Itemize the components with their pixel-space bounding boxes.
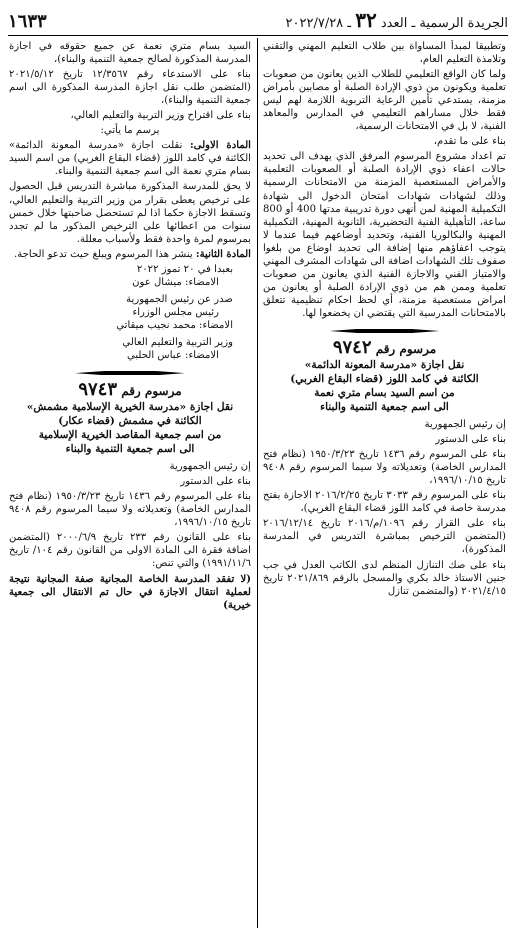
article-paragraph: لا يحق للمدرسة المذكورة مباشرة التدريس قبل الحصول على ترخيص يعطى بقرار من وزير التربية والتعليم العالي، وتسقط الاجازة حكما اذا لم تستحصل صاحبتها خلال خمس سنوات من اعطائها على الترخيص المذكور ما لم تجدد بمرسوم لمرة واحدة فقط ولأسباب معللة. xyxy=(9,181,251,245)
decree-title-line: الكائنة في كامد اللوز (قضاء البقاع الغربي) xyxy=(290,373,479,386)
decree-title xyxy=(263,358,506,414)
decree-title-line: الى اسم جمعية التنمية والبناء xyxy=(65,443,195,456)
gazette-title xyxy=(286,8,508,32)
signature-line: الامضاء: محمد نجيب ميقاتي xyxy=(116,319,233,331)
decree-title xyxy=(9,400,251,456)
preamble-line: بناء على صك التنازل المنظم لدى الكاتب العدل في جب جنين الاستاذ خالد بكري والمسجل بالرقم ٢٠٢١/٨٦٩ تاريخ ٢٠٢١/٤/١٥ (والمتضمن تنازل xyxy=(263,559,506,597)
intro-paragraph: وتطبيقا لمبدأ المساواة بين طلاب التعليم المهني والتقني وتلامذة التعليم العام، xyxy=(263,41,506,66)
preamble-line: بناء على المرسوم رقم ١٤٣٦ تاريخ ١٩٥٠/٣/٢٣ (نظام فتح المدارس الخاصة) وتعديلاته ولا سيما المرسوم رقم ٩٤٠٨ تاريخ ١٩٩٦/١٠/١٥، xyxy=(9,491,251,529)
page-number: ١٦٣٣ xyxy=(8,11,47,32)
signature-date: بعبدا في ٢٠ تموز ٢٠٢٢ xyxy=(136,263,233,275)
right-column xyxy=(263,40,506,930)
signature-line: الامضاء: ميشال عون xyxy=(132,276,219,288)
preamble-line: إن رئيس الجمهورية xyxy=(424,419,506,431)
decree-number: ٩٧٤٢ xyxy=(332,336,372,358)
preamble-line: بناء على المرسوم رقم ١٤٣٦ تاريخ ١٩٥٠/٣/٢٣ (نظام فتح المدارس الخاصة) وتعديلاته ولا سيما المرسوم رقم ٩٤٠٨ تاريخ ١٩٩٦/١٠/١٥، xyxy=(263,449,506,487)
decree-number: ٩٧٤٣ xyxy=(78,379,118,401)
preamble-line: بناء على الدستور xyxy=(435,434,506,446)
decree-title-line: من اسم جمعية المقاصد الخيرية الإسلامية xyxy=(38,429,222,442)
preamble-line: بناء على الدستور xyxy=(180,476,251,488)
section-separator xyxy=(75,369,185,377)
decree-label: مرسوم رقم xyxy=(121,384,182,399)
header-divider xyxy=(8,35,508,36)
decree-heading xyxy=(263,336,506,358)
decree-title-line: نقل اجازة «مدرسة الخيرية الإسلامية مشمش» xyxy=(26,401,234,414)
preamble-line: السيد بسام متري نعمة عن جميع حقوقه في اجازة المدرسة المذكورة لصالح جمعية التنمية والبناء)، xyxy=(9,41,251,66)
article-1 xyxy=(9,139,251,178)
decree-heading xyxy=(9,379,251,401)
signature-line: الامضاء: عباس الحلبي xyxy=(126,350,219,362)
left-column xyxy=(9,40,251,930)
decrees-line: يرسم ما يأتي: xyxy=(100,125,160,137)
preamble-line: بناء على المرسوم رقم ٣٠٣٣ تاريخ ٢٠١٦/٢/٢٥ الاجازة بفتح مدرسة خاصة في كامد اللوز قضاء البقاع الغربي)، xyxy=(263,490,506,515)
decree-title-line: الكائنة في مشمش (قضاء عكار) xyxy=(58,415,202,428)
preamble-line: بناء على القرار رقم ١٠٩٦/م/٢٠١٦ تاريخ ٢٠١٦/١٢/١٤ (المتضمن الترخيص بمباشرة التدريس في المدرسة المذكورة)، xyxy=(263,518,506,556)
issue-number: ٣٢ xyxy=(355,8,377,32)
intro-paragraph: ولما كان الواقع التعليمي للطلاب الذين يعانون من صعوبات تعلمية ويكونون من ذوي الإرادة الصلبة أو مصابين بأمراض مزمنة، يستدعي تأمين الرعاية التربوية اللازمة لهم ليس فقط خلال مساراهم التعليمي في المدارس والمعاهد الفنية، لا بل في الامتحانات الرسمية، xyxy=(263,69,506,133)
preamble-line: إن رئيس الجمهورية xyxy=(169,461,251,473)
quoted-text: (لا تفقد المدرسة الخاصة المجانية صفة المجانية نتيجة لعملية انتقال الاجازة في حال تم الانتقال الى جمعية خيرية) xyxy=(9,573,251,611)
intro-paragraph: بناء على ما تقدم، xyxy=(433,136,506,148)
article-text: ينشر هذا المرسوم ويبلغ حيث تدعو الحاجة. xyxy=(14,248,193,260)
signature-line: رئيس مجلس الوزراء xyxy=(132,306,219,318)
signature-line: وزير التربية والتعليم العالي xyxy=(122,336,233,348)
preamble-line: بناء على الاستدعاء رقم ١٢/٣٥٦٧ تاريخ ٢٠٢١/٥/١٢ (المتضمن طلب نقل اجازة المدرسة المذكورة الى اسم جمعية التنمية والبناء)، xyxy=(9,69,251,107)
column-divider xyxy=(257,38,258,928)
intro-paragraph: تم اعداد مشروع المرسوم المرفق الذي يهدف الى تحديد حالات اعفاء ذوي الإرادة الصلبة أو الصعوبات التعلمية والأمراض المستعصية المزمنة من الامتحانات الرسمية وذلك لشهادات شهادات امتحان الدخول الى شهادة التكميلية المهنية لمن أنهى دورة تدريبية مدتها 400 أو 800 ساعة، التأهيلية الفنية التحضيرية، الثانوية المهنية، التكميلية المهنية والبكالوريا الفنية، وتحديد أوضاعهم فيما عندما لا يتوجب اعفاؤهم منها إضافة الى تحديد اوضاع من بلغوا صفوف تلك الشهادات اضافة الى شهادات المشرف المهني والامتياز الفني والاجازة الفنية الذي يعانون من صعوبات تعلمية وممن هم من ذوي الإرادة الصلبة أو يعانون من امراض مستعصية مزمنة، أي لحظ احكام تنظيمية تتعلق بالامتحانات المدرسية التي يقتضي ان يخضعوا لها. xyxy=(263,151,506,319)
signature-line: صدر عن رئيس الجمهورية xyxy=(126,293,233,305)
article-label: المادة الاولى: xyxy=(189,140,251,152)
preamble-line: بناء على القانون رقم ٢٣٣ تاريخ ٢٠٠٠/٦/٩ (المتضمن اضافة فقرة الى المادة الاولى من القانون رقم ١٠٤/ تاريخ ١٩٩١/١١/٦) والتي تنص: xyxy=(9,532,251,570)
issue-date: ـ ٢٠٢٢/٧/٢٨ xyxy=(285,16,352,31)
article-text: نقلت اجازة «مدرسة المعونة الدائمة» الكائنة في كامد اللوز (قضاء البقاع الغربي) من اسم السيد بسام متري نعمة الى اسم جمعية التنمية والبناء. xyxy=(9,140,251,178)
signature-block xyxy=(9,263,251,362)
decree-label: مرسوم رقم xyxy=(375,341,437,356)
decree-title-line: نقل اجازة «مدرسة المعونة الدائمة» xyxy=(304,359,465,372)
decree-title-line: الى اسم جمعية التنمية والبناء xyxy=(320,401,449,414)
article-label: المادة الثانية: xyxy=(195,248,251,260)
preamble-line: بناء على اقتراح وزير التربية والتعليم العالي، xyxy=(70,110,251,122)
decree-title-line: من اسم السيد بسام متري نعمة xyxy=(314,387,455,400)
gazette-name: الجريدة الرسمية ـ العدد xyxy=(380,16,508,31)
section-separator xyxy=(330,327,440,335)
page-header xyxy=(8,6,508,32)
article-2 xyxy=(9,248,251,261)
